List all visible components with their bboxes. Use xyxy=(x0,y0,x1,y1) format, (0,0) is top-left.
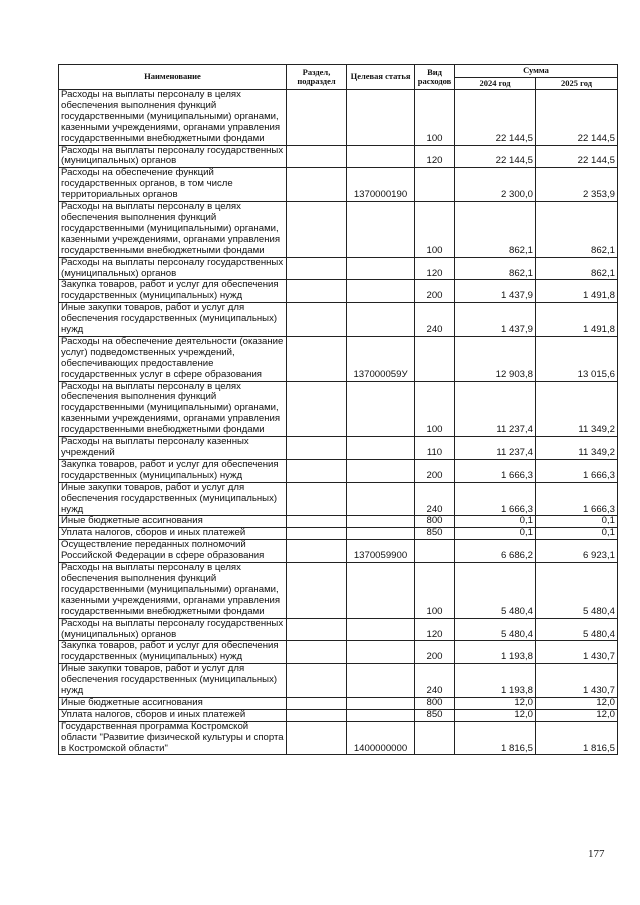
row-sum-2024: 11 237,4 xyxy=(455,437,536,460)
row-expense-kind: 200 xyxy=(415,280,455,303)
row-section xyxy=(287,664,347,698)
row-sum-2025: 1 430,7 xyxy=(536,664,618,698)
row-section xyxy=(287,540,347,563)
table-row xyxy=(59,168,618,202)
row-sum-2025: 0,1 xyxy=(536,528,618,540)
row-name: Расходы на выплаты персоналу государственных (муниципальных) органов xyxy=(59,145,287,168)
row-sum-2025: 22 144,5 xyxy=(536,90,618,146)
row-target-code xyxy=(347,709,415,721)
row-sum-2024: 1 437,9 xyxy=(455,280,536,303)
table-row xyxy=(59,721,618,755)
row-expense-kind: 800 xyxy=(415,516,455,528)
row-expense-kind: 100 xyxy=(415,202,455,258)
row-sum-2025: 1 666,3 xyxy=(536,482,618,516)
row-expense-kind: 120 xyxy=(415,618,455,641)
row-target-code xyxy=(347,563,415,619)
row-sum-2024: 12 903,8 xyxy=(455,336,536,381)
row-sum-2025: 1 666,3 xyxy=(536,459,618,482)
row-section xyxy=(287,437,347,460)
row-sum-2025: 1 430,7 xyxy=(536,641,618,664)
row-sum-2024: 22 144,5 xyxy=(455,90,536,146)
row-section xyxy=(287,459,347,482)
row-name: Иные закупки товаров, работ и услуг для обеспечения государственных (муниципальных) нужд xyxy=(59,664,287,698)
row-expense-kind: 100 xyxy=(415,90,455,146)
header-year-2025: 2025 год xyxy=(536,77,618,90)
row-section xyxy=(287,482,347,516)
row-sum-2025: 12,0 xyxy=(536,697,618,709)
row-name: Уплата налогов, сборов и иных платежей xyxy=(59,709,287,721)
row-name: Расходы на обеспечение деятельности (оказание услуг) подведомственных учреждений, обеспечивающих предоставление государственных услуг в сфере образования xyxy=(59,336,287,381)
row-section xyxy=(287,516,347,528)
row-section xyxy=(287,280,347,303)
row-name: Расходы на выплаты персоналу в целях обеспечения выполнения функций государственными (муниципальными) органами, казенными учреждениями, органами управления государственными внебюджетными фондами xyxy=(59,563,287,619)
row-expense-kind xyxy=(415,540,455,563)
row-sum-2025: 862,1 xyxy=(536,202,618,258)
row-name: Уплата налогов, сборов и иных платежей xyxy=(59,528,287,540)
table-row xyxy=(59,381,618,437)
table-row xyxy=(59,280,618,303)
row-sum-2024: 1 193,8 xyxy=(455,664,536,698)
row-expense-kind xyxy=(415,336,455,381)
table-row xyxy=(59,664,618,698)
row-target-code xyxy=(347,257,415,280)
row-name: Иные закупки товаров, работ и услуг для обеспечения государственных (муниципальных) нужд xyxy=(59,482,287,516)
header-target: Целевая статья xyxy=(347,65,415,90)
row-expense-kind: 240 xyxy=(415,482,455,516)
row-sum-2024: 862,1 xyxy=(455,257,536,280)
row-sum-2025: 0,1 xyxy=(536,516,618,528)
row-section xyxy=(287,721,347,755)
table-row xyxy=(59,202,618,258)
row-section xyxy=(287,168,347,202)
row-target-code xyxy=(347,145,415,168)
row-expense-kind: 240 xyxy=(415,303,455,337)
row-target-code xyxy=(347,437,415,460)
row-target-code: 1400000000 xyxy=(347,721,415,755)
row-target-code xyxy=(347,516,415,528)
row-section xyxy=(287,641,347,664)
row-sum-2025: 12,0 xyxy=(536,709,618,721)
row-target-code xyxy=(347,280,415,303)
row-target-code xyxy=(347,618,415,641)
row-section xyxy=(287,336,347,381)
row-expense-kind: 200 xyxy=(415,641,455,664)
row-expense-kind: 800 xyxy=(415,697,455,709)
row-sum-2024: 11 237,4 xyxy=(455,381,536,437)
row-section xyxy=(287,145,347,168)
row-target-code: 137000059У xyxy=(347,336,415,381)
table-row xyxy=(59,145,618,168)
row-name: Расходы на выплаты персоналу казенных учреждений xyxy=(59,437,287,460)
table-row xyxy=(59,437,618,460)
row-sum-2024: 1 666,3 xyxy=(455,482,536,516)
row-target-code xyxy=(347,202,415,258)
budget-table xyxy=(58,64,618,755)
row-expense-kind: 850 xyxy=(415,709,455,721)
table-row xyxy=(59,709,618,721)
row-expense-kind: 120 xyxy=(415,145,455,168)
row-sum-2025: 13 015,6 xyxy=(536,336,618,381)
row-target-code xyxy=(347,90,415,146)
row-sum-2024: 2 300,0 xyxy=(455,168,536,202)
table-row xyxy=(59,90,618,146)
row-sum-2024: 12,0 xyxy=(455,697,536,709)
table-row xyxy=(59,257,618,280)
row-sum-2025: 5 480,4 xyxy=(536,618,618,641)
row-expense-kind xyxy=(415,721,455,755)
row-expense-kind: 850 xyxy=(415,528,455,540)
row-name: Расходы на выплаты персоналу в целях обеспечения выполнения функций государственными (муниципальными) органами, казенными учреждениями, органами управления государственными внебюджетными фондами xyxy=(59,202,287,258)
row-target-code xyxy=(347,459,415,482)
row-expense-kind: 120 xyxy=(415,257,455,280)
table-row xyxy=(59,482,618,516)
row-target-code xyxy=(347,482,415,516)
row-section xyxy=(287,709,347,721)
row-sum-2024: 5 480,4 xyxy=(455,618,536,641)
header-year-2024: 2024 год xyxy=(455,77,536,90)
row-sum-2024: 1 193,8 xyxy=(455,641,536,664)
row-expense-kind: 100 xyxy=(415,563,455,619)
row-sum-2024: 1 437,9 xyxy=(455,303,536,337)
row-name: Расходы на обеспечение функций государственных органов, в том числе территориальных органов xyxy=(59,168,287,202)
table-row xyxy=(59,641,618,664)
row-target-code xyxy=(347,664,415,698)
row-sum-2025: 6 923,1 xyxy=(536,540,618,563)
table-row xyxy=(59,516,618,528)
row-target-code xyxy=(347,381,415,437)
row-sum-2024: 1 666,3 xyxy=(455,459,536,482)
row-section xyxy=(287,90,347,146)
table-row xyxy=(59,697,618,709)
header-sum: Сумма xyxy=(455,65,618,78)
table-row xyxy=(59,336,618,381)
row-section xyxy=(287,303,347,337)
row-sum-2025: 1 491,8 xyxy=(536,303,618,337)
row-name: Расходы на выплаты персоналу в целях обеспечения выполнения функций государственными (муниципальными) органами, казенными учреждениями, органами управления государственными внебюджетными фондами xyxy=(59,381,287,437)
row-sum-2024: 6 686,2 xyxy=(455,540,536,563)
row-name: Закупка товаров, работ и услуг для обеспечения государственных (муниципальных) нужд xyxy=(59,641,287,664)
table-row xyxy=(59,618,618,641)
row-name: Закупка товаров, работ и услуг для обеспечения государственных (муниципальных) нужд xyxy=(59,459,287,482)
page-number: 177 xyxy=(588,848,605,860)
row-expense-kind: 110 xyxy=(415,437,455,460)
table-row xyxy=(59,459,618,482)
row-section xyxy=(287,528,347,540)
row-name: Осуществление переданных полномочий Российской Федерации в сфере образования xyxy=(59,540,287,563)
header-name: Наименование xyxy=(59,65,287,90)
table-row xyxy=(59,540,618,563)
row-name: Закупка товаров, работ и услуг для обеспечения государственных (муниципальных) нужд xyxy=(59,280,287,303)
row-sum-2025: 1 491,8 xyxy=(536,280,618,303)
row-section xyxy=(287,618,347,641)
row-sum-2025: 2 353,9 xyxy=(536,168,618,202)
row-sum-2024: 5 480,4 xyxy=(455,563,536,619)
row-sum-2024: 0,1 xyxy=(455,516,536,528)
row-section xyxy=(287,257,347,280)
header-section: Раздел, подраздел xyxy=(287,65,347,90)
row-expense-kind: 200 xyxy=(415,459,455,482)
row-name: Государственная программа Костромской области "Развитие физической культуры и спорта в Костромской области" xyxy=(59,721,287,755)
row-name: Расходы на выплаты персоналу государственных (муниципальных) органов xyxy=(59,618,287,641)
row-sum-2024: 1 816,5 xyxy=(455,721,536,755)
row-sum-2025: 11 349,2 xyxy=(536,437,618,460)
row-sum-2024: 862,1 xyxy=(455,202,536,258)
table-row xyxy=(59,303,618,337)
row-section xyxy=(287,202,347,258)
row-sum-2024: 0,1 xyxy=(455,528,536,540)
table-row xyxy=(59,563,618,619)
row-sum-2025: 1 816,5 xyxy=(536,721,618,755)
row-target-code xyxy=(347,528,415,540)
row-sum-2024: 22 144,5 xyxy=(455,145,536,168)
row-target-code: 1370059900 xyxy=(347,540,415,563)
row-expense-kind xyxy=(415,168,455,202)
row-section xyxy=(287,381,347,437)
row-sum-2025: 22 144,5 xyxy=(536,145,618,168)
row-target-code xyxy=(347,303,415,337)
row-sum-2025: 11 349,2 xyxy=(536,381,618,437)
row-target-code: 1370000190 xyxy=(347,168,415,202)
row-name: Расходы на выплаты персоналу в целях обеспечения выполнения функций государственными (муниципальными) органами, казенными учреждениями, органами управления государственными внебюджетными фондами xyxy=(59,90,287,146)
row-target-code xyxy=(347,697,415,709)
row-sum-2025: 5 480,4 xyxy=(536,563,618,619)
row-target-code xyxy=(347,641,415,664)
table-row xyxy=(59,528,618,540)
row-name: Иные бюджетные ассигнования xyxy=(59,516,287,528)
row-expense-kind: 100 xyxy=(415,381,455,437)
row-section xyxy=(287,697,347,709)
row-name: Расходы на выплаты персоналу государственных (муниципальных) органов xyxy=(59,257,287,280)
row-name: Иные бюджетные ассигнования xyxy=(59,697,287,709)
header-kind: Вид расходов xyxy=(415,65,455,90)
row-sum-2025: 862,1 xyxy=(536,257,618,280)
row-name: Иные закупки товаров, работ и услуг для обеспечения государственных (муниципальных) нужд xyxy=(59,303,287,337)
row-sum-2024: 12,0 xyxy=(455,709,536,721)
row-expense-kind: 240 xyxy=(415,664,455,698)
row-section xyxy=(287,563,347,619)
